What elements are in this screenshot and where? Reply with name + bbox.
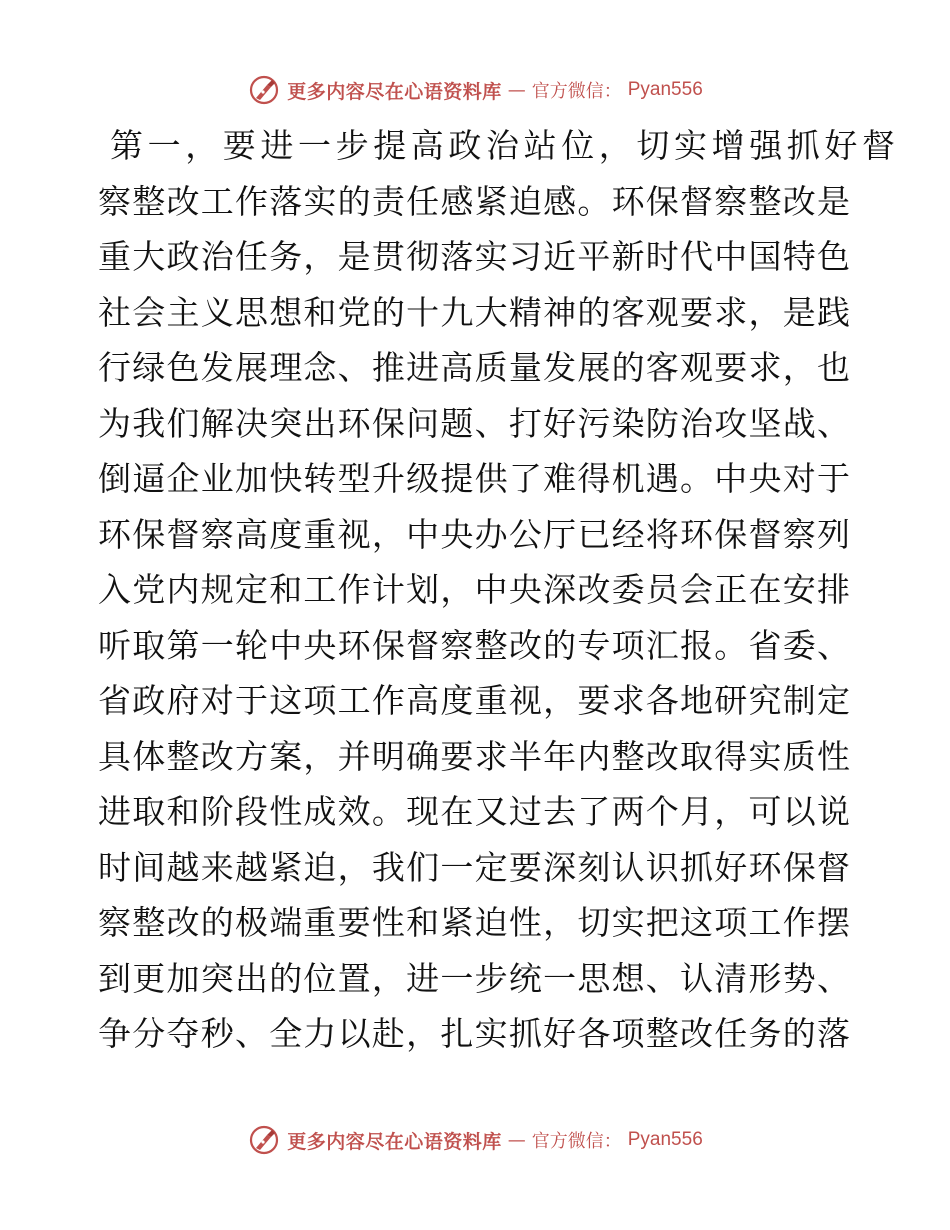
- pen-nib-logo-icon: [247, 73, 281, 107]
- paragraph-line: 争分夺秒、全力以赴，扎实抓好各项整改任务的落: [98, 1014, 850, 1053]
- watermark-separator: —: [507, 1129, 526, 1151]
- pen-nib-logo-icon: [247, 1123, 281, 1157]
- paragraph-line: 第一，要进一步提高政治站位，切实增强抓好督: [110, 126, 900, 165]
- watermark-separator: —: [507, 79, 526, 101]
- watermark-brand-text: 更多内容尽在心语资料库: [287, 1130, 502, 1153]
- watermark-wechat-label: 官方微信：: [531, 1131, 622, 1152]
- watermark-wechat-id: Pyan556: [627, 1129, 703, 1150]
- paragraph-line: 行绿色发展理念、推进高质量发展的客观要求，也: [98, 348, 850, 387]
- document-body: [98, 118, 900, 1062]
- paragraph-line: 具体整改方案，并明确要求半年内整改取得实质性: [98, 736, 850, 776]
- paragraph-line: 环保督察高度重视，中央办公厅已经将环保督察列: [98, 514, 850, 554]
- paragraph-line: 到更加突出的位置，进一步统一思想、认清形势、: [98, 958, 850, 998]
- paragraph-line: 省政府对于这项工作高度重视，要求各地研究制定: [98, 681, 850, 720]
- watermark-wechat-id: Pyan556: [627, 79, 703, 100]
- paragraph-line: 倒逼企业加快转型升级提供了难得机遇。中央对于: [98, 459, 850, 498]
- paragraph-line: 为我们解决突出环保问题、打好污染防治攻坚战、: [98, 403, 850, 443]
- footer-watermark: [0, 1120, 950, 1160]
- paragraph-line: 社会主义思想和党的十九大精神的客观要求，是践: [98, 292, 850, 332]
- header-watermark: [0, 70, 950, 110]
- watermark-wechat-label: 官方微信：: [531, 81, 622, 102]
- paragraph-line: 入党内规定和工作计划，中央深改委员会正在安排: [98, 570, 850, 609]
- watermark-brand-text: 更多内容尽在心语资料库: [287, 80, 502, 103]
- paragraph-line: 重大政治任务，是贯彻落实习近平新时代中国特色: [98, 237, 850, 276]
- paragraph-line: 察整改的极端重要性和紧迫性，切实把这项工作摆: [98, 903, 850, 942]
- paragraph-line: 察整改工作落实的责任感紧迫感。环保督察整改是: [98, 181, 850, 221]
- paragraph-line: 进取和阶段性成效。现在又过去了两个月，可以说: [98, 792, 850, 831]
- paragraph-line: 时间越来越紧迫，我们一定要深刻认识抓好环保督: [98, 847, 850, 887]
- paragraph-line: 听取第一轮中央环保督察整改的专项汇报。省委、: [98, 625, 850, 665]
